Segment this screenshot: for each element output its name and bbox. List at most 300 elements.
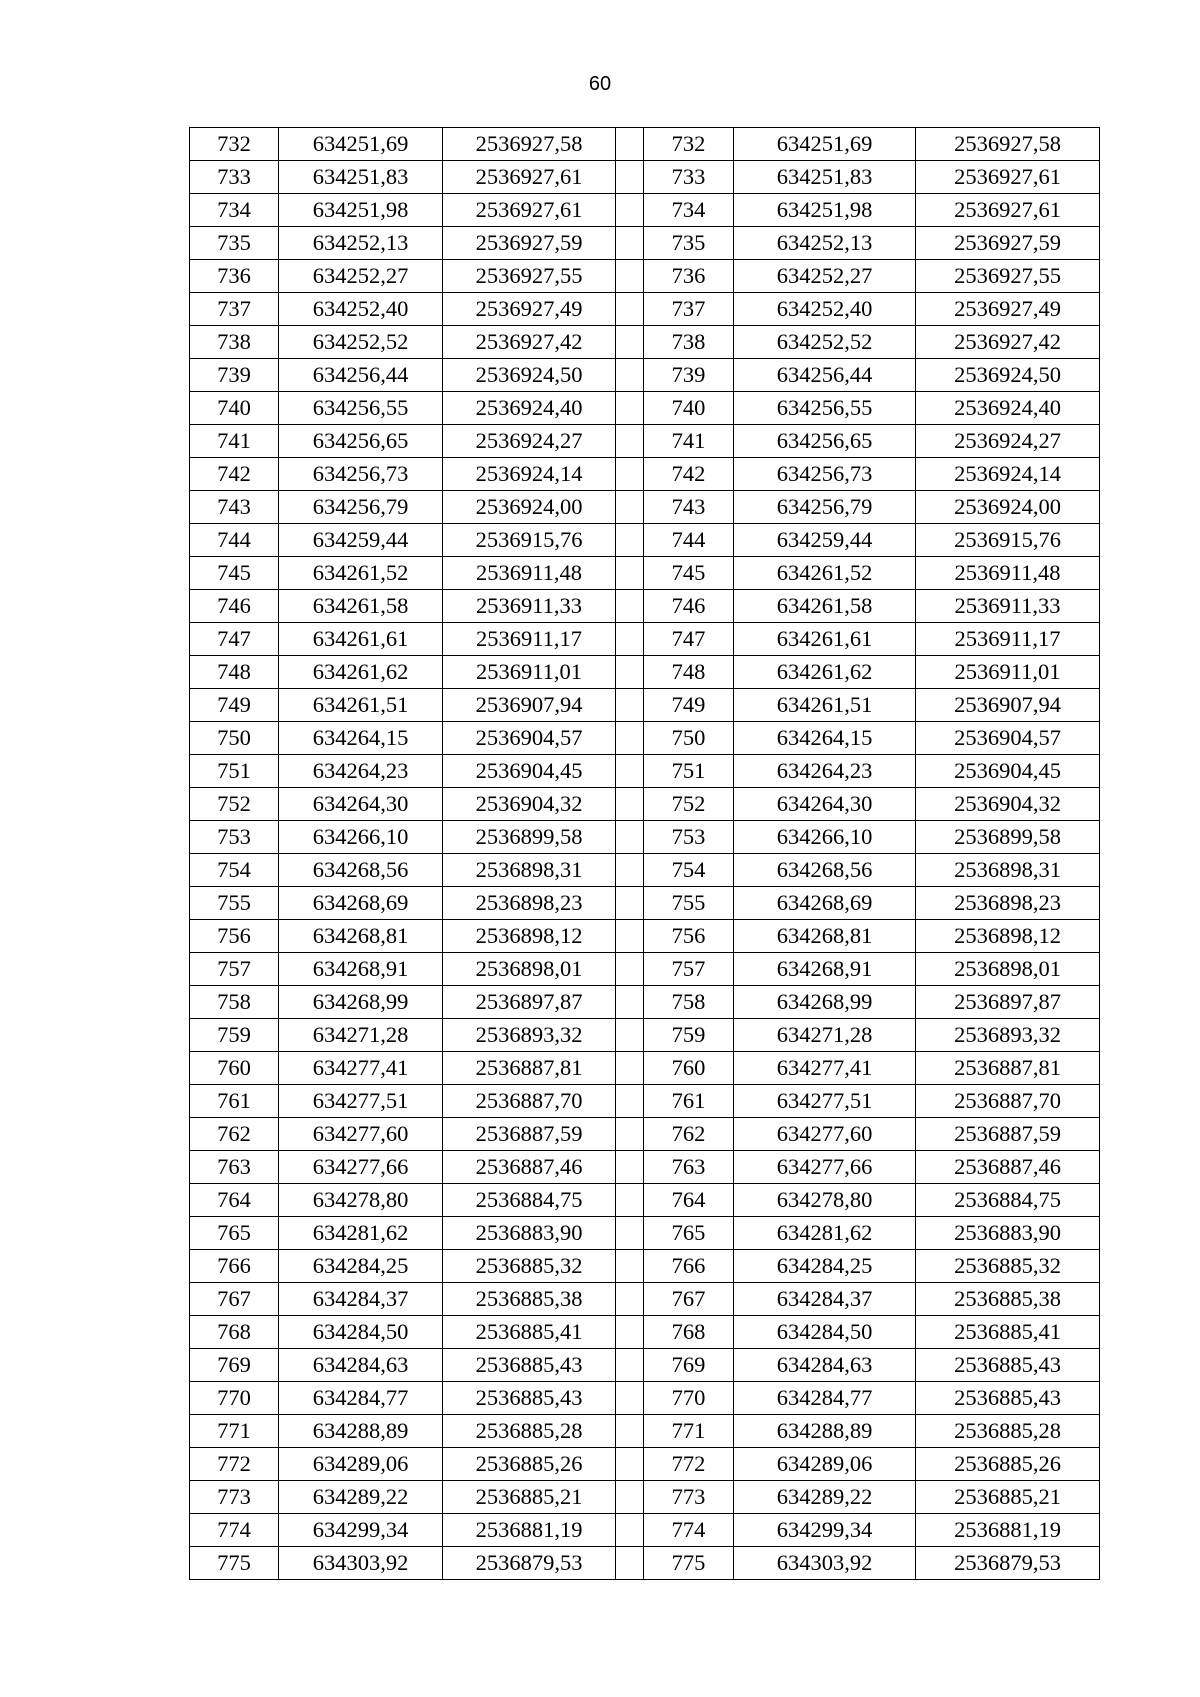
point-number-cell-repeat: 737	[644, 293, 734, 326]
point-number-cell: 775	[190, 1547, 279, 1580]
table-row	[190, 656, 1100, 689]
point-number-cell: 737	[190, 293, 279, 326]
y-coordinate-cell: 2536885,28	[443, 1415, 616, 1448]
y-coordinate-cell: 2536898,31	[443, 854, 616, 887]
y-coordinate-cell-repeat: 2536927,49	[916, 293, 1100, 326]
table-row	[190, 986, 1100, 1019]
table-row	[190, 1547, 1100, 1580]
table-row	[190, 1052, 1100, 1085]
y-coordinate-cell: 2536887,46	[443, 1151, 616, 1184]
empty-separator-cell	[616, 623, 644, 656]
point-number-cell: 754	[190, 854, 279, 887]
table-row	[190, 260, 1100, 293]
point-number-cell-repeat: 769	[644, 1349, 734, 1382]
y-coordinate-cell-repeat: 2536927,59	[916, 227, 1100, 260]
y-coordinate-cell: 2536883,90	[443, 1217, 616, 1250]
empty-separator-cell	[616, 458, 644, 491]
point-number-cell-repeat: 767	[644, 1283, 734, 1316]
x-coordinate-cell: 634284,37	[279, 1283, 443, 1316]
x-coordinate-cell: 634252,52	[279, 326, 443, 359]
x-coordinate-cell: 634268,81	[279, 920, 443, 953]
y-coordinate-cell: 2536924,40	[443, 392, 616, 425]
x-coordinate-cell-repeat: 634264,30	[734, 788, 916, 821]
y-coordinate-cell-repeat: 2536885,28	[916, 1415, 1100, 1448]
point-number-cell-repeat: 732	[644, 128, 734, 161]
y-coordinate-cell-repeat: 2536881,19	[916, 1514, 1100, 1547]
table-row	[190, 557, 1100, 590]
point-number-cell-repeat: 741	[644, 425, 734, 458]
y-coordinate-cell: 2536911,17	[443, 623, 616, 656]
point-number-cell-repeat: 735	[644, 227, 734, 260]
y-coordinate-cell: 2536898,12	[443, 920, 616, 953]
table-row	[190, 623, 1100, 656]
table-row	[190, 755, 1100, 788]
x-coordinate-cell: 634261,51	[279, 689, 443, 722]
x-coordinate-cell: 634256,44	[279, 359, 443, 392]
y-coordinate-cell: 2536885,41	[443, 1316, 616, 1349]
table-row	[190, 887, 1100, 920]
empty-separator-cell	[616, 1283, 644, 1316]
x-coordinate-cell-repeat: 634252,27	[734, 260, 916, 293]
x-coordinate-cell: 634259,44	[279, 524, 443, 557]
y-coordinate-cell: 2536904,45	[443, 755, 616, 788]
empty-separator-cell	[616, 953, 644, 986]
empty-separator-cell	[616, 920, 644, 953]
empty-separator-cell	[616, 1514, 644, 1547]
table-row	[190, 1184, 1100, 1217]
y-coordinate-cell: 2536885,38	[443, 1283, 616, 1316]
y-coordinate-cell-repeat: 2536885,26	[916, 1448, 1100, 1481]
y-coordinate-cell: 2536893,32	[443, 1019, 616, 1052]
empty-separator-cell	[616, 491, 644, 524]
table-row	[190, 194, 1100, 227]
x-coordinate-cell-repeat: 634251,69	[734, 128, 916, 161]
table-row	[190, 128, 1100, 161]
empty-separator-cell	[616, 128, 644, 161]
table-row	[190, 1514, 1100, 1547]
y-coordinate-cell: 2536927,55	[443, 260, 616, 293]
x-coordinate-cell-repeat: 634284,77	[734, 1382, 916, 1415]
point-number-cell: 747	[190, 623, 279, 656]
point-number-cell: 755	[190, 887, 279, 920]
point-number-cell: 734	[190, 194, 279, 227]
point-number-cell-repeat: 733	[644, 161, 734, 194]
y-coordinate-cell: 2536899,58	[443, 821, 616, 854]
table-row	[190, 359, 1100, 392]
x-coordinate-cell: 634281,62	[279, 1217, 443, 1250]
x-coordinate-cell: 634284,63	[279, 1349, 443, 1382]
empty-separator-cell	[616, 227, 644, 260]
y-coordinate-cell: 2536924,14	[443, 458, 616, 491]
point-number-cell-repeat: 756	[644, 920, 734, 953]
x-coordinate-cell: 634278,80	[279, 1184, 443, 1217]
point-number-cell-repeat: 762	[644, 1118, 734, 1151]
y-coordinate-cell: 2536898,01	[443, 953, 616, 986]
point-number-cell: 753	[190, 821, 279, 854]
y-coordinate-cell-repeat: 2536887,70	[916, 1085, 1100, 1118]
x-coordinate-cell-repeat: 634256,65	[734, 425, 916, 458]
y-coordinate-cell: 2536911,48	[443, 557, 616, 590]
table-row	[190, 326, 1100, 359]
x-coordinate-cell-repeat: 634266,10	[734, 821, 916, 854]
empty-separator-cell	[616, 1349, 644, 1382]
x-coordinate-cell-repeat: 634256,44	[734, 359, 916, 392]
y-coordinate-cell-repeat: 2536893,32	[916, 1019, 1100, 1052]
point-number-cell: 772	[190, 1448, 279, 1481]
point-number-cell: 735	[190, 227, 279, 260]
point-number-cell-repeat: 748	[644, 656, 734, 689]
y-coordinate-cell: 2536885,43	[443, 1382, 616, 1415]
x-coordinate-cell: 634264,23	[279, 755, 443, 788]
empty-separator-cell	[616, 1118, 644, 1151]
y-coordinate-cell-repeat: 2536924,00	[916, 491, 1100, 524]
y-coordinate-cell-repeat: 2536911,48	[916, 557, 1100, 590]
point-number-cell: 733	[190, 161, 279, 194]
point-number-cell-repeat: 736	[644, 260, 734, 293]
point-number-cell-repeat: 775	[644, 1547, 734, 1580]
table-row	[190, 953, 1100, 986]
table-row	[190, 1316, 1100, 1349]
x-coordinate-cell: 634303,92	[279, 1547, 443, 1580]
y-coordinate-cell: 2536911,01	[443, 656, 616, 689]
empty-separator-cell	[616, 326, 644, 359]
x-coordinate-cell: 634289,06	[279, 1448, 443, 1481]
point-number-cell-repeat: 768	[644, 1316, 734, 1349]
x-coordinate-cell-repeat: 634299,34	[734, 1514, 916, 1547]
point-number-cell-repeat: 753	[644, 821, 734, 854]
x-coordinate-cell-repeat: 634268,99	[734, 986, 916, 1019]
y-coordinate-cell-repeat: 2536899,58	[916, 821, 1100, 854]
y-coordinate-cell-repeat: 2536885,41	[916, 1316, 1100, 1349]
empty-separator-cell	[616, 887, 644, 920]
y-coordinate-cell: 2536881,19	[443, 1514, 616, 1547]
point-number-cell-repeat: 738	[644, 326, 734, 359]
x-coordinate-cell-repeat: 634284,37	[734, 1283, 916, 1316]
y-coordinate-cell: 2536885,26	[443, 1448, 616, 1481]
empty-separator-cell	[616, 1151, 644, 1184]
empty-separator-cell	[616, 1316, 644, 1349]
y-coordinate-cell-repeat: 2536907,94	[916, 689, 1100, 722]
empty-separator-cell	[616, 1019, 644, 1052]
y-coordinate-cell-repeat: 2536924,40	[916, 392, 1100, 425]
y-coordinate-cell-repeat: 2536884,75	[916, 1184, 1100, 1217]
x-coordinate-cell: 634261,61	[279, 623, 443, 656]
point-number-cell-repeat: 759	[644, 1019, 734, 1052]
x-coordinate-cell: 634256,65	[279, 425, 443, 458]
empty-separator-cell	[616, 557, 644, 590]
point-number-cell: 764	[190, 1184, 279, 1217]
point-number-cell: 769	[190, 1349, 279, 1382]
table-row	[190, 1019, 1100, 1052]
x-coordinate-cell: 634288,89	[279, 1415, 443, 1448]
x-coordinate-cell-repeat: 634268,56	[734, 854, 916, 887]
point-number-cell-repeat: 763	[644, 1151, 734, 1184]
point-number-cell: 739	[190, 359, 279, 392]
table-row	[190, 491, 1100, 524]
y-coordinate-cell: 2536907,94	[443, 689, 616, 722]
y-coordinate-cell-repeat: 2536885,43	[916, 1349, 1100, 1382]
empty-separator-cell	[616, 1217, 644, 1250]
x-coordinate-cell: 634261,58	[279, 590, 443, 623]
point-number-cell: 761	[190, 1085, 279, 1118]
table-row	[190, 1481, 1100, 1514]
x-coordinate-cell-repeat: 634271,28	[734, 1019, 916, 1052]
table-row	[190, 1382, 1100, 1415]
table-row	[190, 1283, 1100, 1316]
table-row	[190, 920, 1100, 953]
x-coordinate-cell: 634264,15	[279, 722, 443, 755]
x-coordinate-cell: 634284,77	[279, 1382, 443, 1415]
empty-separator-cell	[616, 293, 644, 326]
x-coordinate-cell-repeat: 634251,98	[734, 194, 916, 227]
y-coordinate-cell-repeat: 2536887,46	[916, 1151, 1100, 1184]
y-coordinate-cell: 2536879,53	[443, 1547, 616, 1580]
empty-separator-cell	[616, 392, 644, 425]
y-coordinate-cell: 2536927,61	[443, 161, 616, 194]
point-number-cell: 774	[190, 1514, 279, 1547]
x-coordinate-cell-repeat: 634278,80	[734, 1184, 916, 1217]
y-coordinate-cell: 2536927,59	[443, 227, 616, 260]
x-coordinate-cell-repeat: 634289,06	[734, 1448, 916, 1481]
x-coordinate-cell-repeat: 634289,22	[734, 1481, 916, 1514]
y-coordinate-cell-repeat: 2536911,33	[916, 590, 1100, 623]
point-number-cell: 759	[190, 1019, 279, 1052]
table-row	[190, 1217, 1100, 1250]
x-coordinate-cell-repeat: 634261,58	[734, 590, 916, 623]
x-coordinate-cell: 634277,60	[279, 1118, 443, 1151]
y-coordinate-cell: 2536924,27	[443, 425, 616, 458]
y-coordinate-cell-repeat: 2536898,23	[916, 887, 1100, 920]
y-coordinate-cell: 2536885,43	[443, 1349, 616, 1382]
point-number-cell-repeat: 742	[644, 458, 734, 491]
point-number-cell-repeat: 757	[644, 953, 734, 986]
x-coordinate-cell: 634261,62	[279, 656, 443, 689]
table-row	[190, 821, 1100, 854]
y-coordinate-cell-repeat: 2536904,57	[916, 722, 1100, 755]
x-coordinate-cell: 634271,28	[279, 1019, 443, 1052]
empty-separator-cell	[616, 821, 644, 854]
x-coordinate-cell: 634261,52	[279, 557, 443, 590]
y-coordinate-cell-repeat: 2536911,17	[916, 623, 1100, 656]
x-coordinate-cell: 634251,83	[279, 161, 443, 194]
y-coordinate-cell-repeat: 2536904,32	[916, 788, 1100, 821]
y-coordinate-cell: 2536904,32	[443, 788, 616, 821]
x-coordinate-cell: 634264,30	[279, 788, 443, 821]
x-coordinate-cell-repeat: 634256,73	[734, 458, 916, 491]
point-number-cell-repeat: 758	[644, 986, 734, 1019]
y-coordinate-cell-repeat: 2536911,01	[916, 656, 1100, 689]
empty-separator-cell	[616, 359, 644, 392]
point-number-cell-repeat: 744	[644, 524, 734, 557]
table-row	[190, 392, 1100, 425]
point-number-cell-repeat: 771	[644, 1415, 734, 1448]
table-row	[190, 524, 1100, 557]
x-coordinate-cell: 634266,10	[279, 821, 443, 854]
point-number-cell-repeat: 760	[644, 1052, 734, 1085]
x-coordinate-cell: 634251,69	[279, 128, 443, 161]
point-number-cell: 749	[190, 689, 279, 722]
x-coordinate-cell: 634252,27	[279, 260, 443, 293]
point-number-cell-repeat: 734	[644, 194, 734, 227]
table-row	[190, 590, 1100, 623]
x-coordinate-cell-repeat: 634261,61	[734, 623, 916, 656]
x-coordinate-cell-repeat: 634252,13	[734, 227, 916, 260]
point-number-cell: 765	[190, 1217, 279, 1250]
x-coordinate-cell: 634268,99	[279, 986, 443, 1019]
coordinates-table	[189, 127, 1100, 1580]
x-coordinate-cell: 634277,66	[279, 1151, 443, 1184]
empty-separator-cell	[616, 689, 644, 722]
y-coordinate-cell-repeat: 2536924,50	[916, 359, 1100, 392]
empty-separator-cell	[616, 1184, 644, 1217]
x-coordinate-cell: 634252,40	[279, 293, 443, 326]
y-coordinate-cell: 2536927,49	[443, 293, 616, 326]
x-coordinate-cell-repeat: 634277,41	[734, 1052, 916, 1085]
point-number-cell-repeat: 751	[644, 755, 734, 788]
empty-separator-cell	[616, 1250, 644, 1283]
empty-separator-cell	[616, 854, 644, 887]
empty-separator-cell	[616, 260, 644, 293]
x-coordinate-cell: 634277,41	[279, 1052, 443, 1085]
x-coordinate-cell: 634252,13	[279, 227, 443, 260]
y-coordinate-cell-repeat: 2536927,42	[916, 326, 1100, 359]
point-number-cell: 732	[190, 128, 279, 161]
point-number-cell: 757	[190, 953, 279, 986]
point-number-cell-repeat: 765	[644, 1217, 734, 1250]
y-coordinate-cell-repeat: 2536924,27	[916, 425, 1100, 458]
empty-separator-cell	[616, 590, 644, 623]
y-coordinate-cell-repeat: 2536898,12	[916, 920, 1100, 953]
point-number-cell: 766	[190, 1250, 279, 1283]
x-coordinate-cell: 634277,51	[279, 1085, 443, 1118]
x-coordinate-cell-repeat: 634259,44	[734, 524, 916, 557]
table-row	[190, 1118, 1100, 1151]
y-coordinate-cell: 2536904,57	[443, 722, 616, 755]
table-row	[190, 425, 1100, 458]
table-row	[190, 1085, 1100, 1118]
point-number-cell: 742	[190, 458, 279, 491]
x-coordinate-cell-repeat: 634303,92	[734, 1547, 916, 1580]
y-coordinate-cell-repeat: 2536885,38	[916, 1283, 1100, 1316]
y-coordinate-cell-repeat: 2536887,81	[916, 1052, 1100, 1085]
y-coordinate-cell: 2536897,87	[443, 986, 616, 1019]
point-number-cell: 770	[190, 1382, 279, 1415]
y-coordinate-cell: 2536887,70	[443, 1085, 616, 1118]
y-coordinate-cell-repeat: 2536897,87	[916, 986, 1100, 1019]
x-coordinate-cell-repeat: 634264,23	[734, 755, 916, 788]
x-coordinate-cell-repeat: 634288,89	[734, 1415, 916, 1448]
empty-separator-cell	[616, 1448, 644, 1481]
y-coordinate-cell: 2536887,81	[443, 1052, 616, 1085]
point-number-cell: 743	[190, 491, 279, 524]
y-coordinate-cell: 2536884,75	[443, 1184, 616, 1217]
point-number-cell: 760	[190, 1052, 279, 1085]
point-number-cell: 763	[190, 1151, 279, 1184]
point-number-cell-repeat: 747	[644, 623, 734, 656]
page-number: 60	[588, 73, 612, 95]
point-number-cell-repeat: 770	[644, 1382, 734, 1415]
empty-separator-cell	[616, 755, 644, 788]
x-coordinate-cell-repeat: 634252,52	[734, 326, 916, 359]
point-number-cell-repeat: 754	[644, 854, 734, 887]
table-row	[190, 1415, 1100, 1448]
coordinates-table-body	[190, 128, 1100, 1580]
y-coordinate-cell-repeat: 2536883,90	[916, 1217, 1100, 1250]
table-row	[190, 788, 1100, 821]
y-coordinate-cell-repeat: 2536885,43	[916, 1382, 1100, 1415]
point-number-cell-repeat: 764	[644, 1184, 734, 1217]
empty-separator-cell	[616, 194, 644, 227]
table-row	[190, 1349, 1100, 1382]
table-row	[190, 161, 1100, 194]
x-coordinate-cell: 634256,55	[279, 392, 443, 425]
table-row	[190, 689, 1100, 722]
x-coordinate-cell-repeat: 634261,51	[734, 689, 916, 722]
x-coordinate-cell-repeat: 634284,63	[734, 1349, 916, 1382]
empty-separator-cell	[616, 1052, 644, 1085]
y-coordinate-cell: 2536924,50	[443, 359, 616, 392]
x-coordinate-cell: 634299,34	[279, 1514, 443, 1547]
x-coordinate-cell: 634256,73	[279, 458, 443, 491]
x-coordinate-cell-repeat: 634264,15	[734, 722, 916, 755]
x-coordinate-cell-repeat: 634256,55	[734, 392, 916, 425]
table-row	[190, 1151, 1100, 1184]
x-coordinate-cell-repeat: 634251,83	[734, 161, 916, 194]
y-coordinate-cell-repeat: 2536885,21	[916, 1481, 1100, 1514]
y-coordinate-cell-repeat: 2536927,55	[916, 260, 1100, 293]
table-row	[190, 1448, 1100, 1481]
empty-separator-cell	[616, 1481, 644, 1514]
point-number-cell-repeat: 745	[644, 557, 734, 590]
point-number-cell: 751	[190, 755, 279, 788]
empty-separator-cell	[616, 524, 644, 557]
point-number-cell-repeat: 761	[644, 1085, 734, 1118]
point-number-cell: 758	[190, 986, 279, 1019]
point-number-cell: 736	[190, 260, 279, 293]
point-number-cell: 750	[190, 722, 279, 755]
empty-separator-cell	[616, 1382, 644, 1415]
empty-separator-cell	[616, 986, 644, 1019]
y-coordinate-cell-repeat: 2536885,32	[916, 1250, 1100, 1283]
point-number-cell-repeat: 773	[644, 1481, 734, 1514]
point-number-cell-repeat: 774	[644, 1514, 734, 1547]
table-row	[190, 227, 1100, 260]
x-coordinate-cell-repeat: 634268,91	[734, 953, 916, 986]
x-coordinate-cell-repeat: 634261,52	[734, 557, 916, 590]
point-number-cell: 741	[190, 425, 279, 458]
x-coordinate-cell-repeat: 634268,69	[734, 887, 916, 920]
x-coordinate-cell: 634268,56	[279, 854, 443, 887]
y-coordinate-cell: 2536887,59	[443, 1118, 616, 1151]
point-number-cell-repeat: 746	[644, 590, 734, 623]
x-coordinate-cell-repeat: 634277,60	[734, 1118, 916, 1151]
point-number-cell: 768	[190, 1316, 279, 1349]
y-coordinate-cell-repeat: 2536898,31	[916, 854, 1100, 887]
y-coordinate-cell-repeat: 2536898,01	[916, 953, 1100, 986]
empty-separator-cell	[616, 161, 644, 194]
x-coordinate-cell-repeat: 634261,62	[734, 656, 916, 689]
point-number-cell: 771	[190, 1415, 279, 1448]
x-coordinate-cell-repeat: 634268,81	[734, 920, 916, 953]
point-number-cell: 746	[190, 590, 279, 623]
point-number-cell: 773	[190, 1481, 279, 1514]
empty-separator-cell	[616, 722, 644, 755]
y-coordinate-cell-repeat: 2536924,14	[916, 458, 1100, 491]
x-coordinate-cell: 634251,98	[279, 194, 443, 227]
table-row	[190, 458, 1100, 491]
empty-separator-cell	[616, 1085, 644, 1118]
point-number-cell-repeat: 749	[644, 689, 734, 722]
